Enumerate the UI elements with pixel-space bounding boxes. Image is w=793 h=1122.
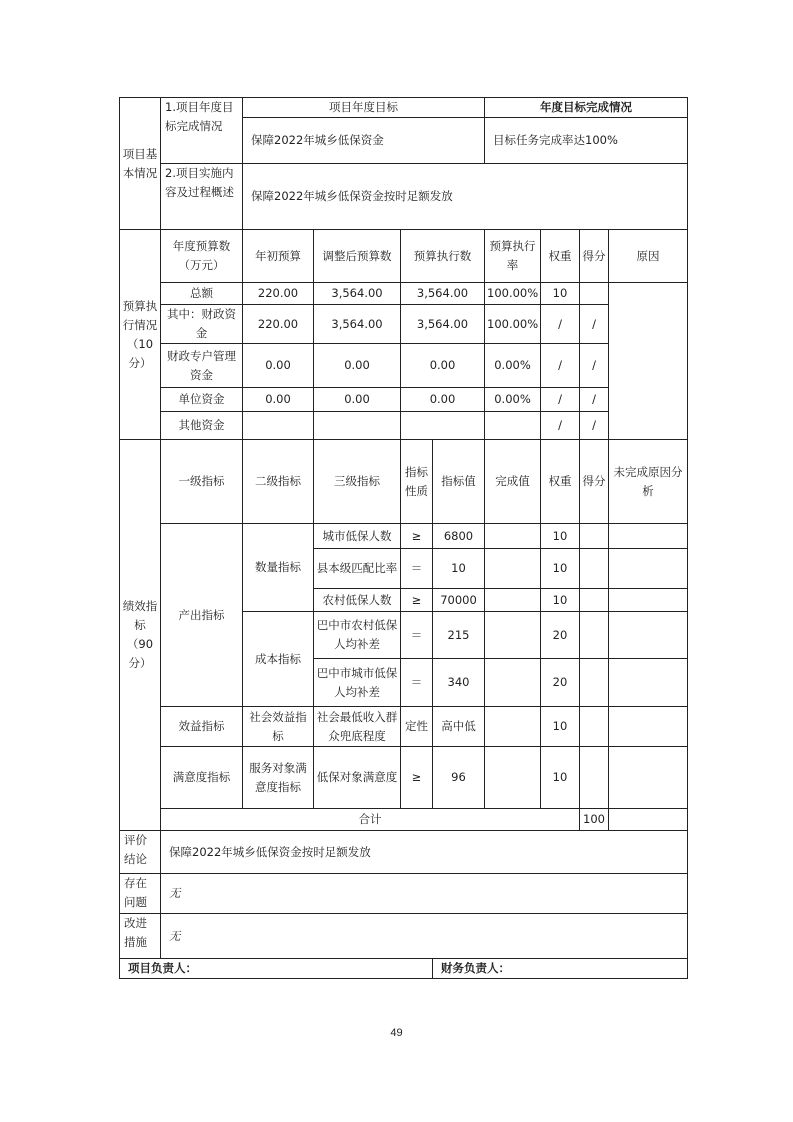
perf-row [120,524,688,549]
cell: 其中：财政资金 [161,305,243,344]
cell: 10 [541,747,580,809]
cell [485,747,541,809]
perf-header: 指标性质 [401,440,433,524]
goal-header: 项目年度目标 [243,98,485,118]
total-label: 合计 [161,809,580,831]
cell: 20 [541,612,580,659]
perf-row [120,707,688,747]
cell [609,612,688,659]
perf-header: 得分 [580,440,609,524]
budget-header: 得分 [580,230,609,283]
budget-reason-cell [609,283,688,440]
cell: 10 [541,549,580,589]
cell: 其他资金 [161,412,243,440]
cell: 10 [541,283,580,305]
impl-label: 2.项目实施内容及过程概述 [161,164,243,230]
l1-indicator: 满意度指标 [161,747,243,809]
perf-header: 指标值 [433,440,485,524]
cell: 3,564.00 [401,283,485,305]
cell [580,283,609,305]
budget-header: 年初预算 [243,230,314,283]
cell [609,549,688,589]
cell: 巴中市城市低保人均补差 [314,659,401,707]
project-lead-label: 项目负责人： [120,959,433,979]
cell [485,412,541,440]
perf-section-label: 绩效指标（90分） [120,440,161,831]
cell [580,612,609,659]
cell: 0.00 [243,344,314,388]
cell: / [580,344,609,388]
cell: 县本级匹配比率 [314,549,401,589]
cell: 3,564.00 [314,305,401,344]
total-value: 100 [580,809,609,831]
finance-lead-label: 财务负责人： [433,959,688,979]
cell: 社会最低收入群众兜底程度 [314,707,401,747]
cell [609,707,688,747]
cell [580,659,609,707]
issues-value: 无 [161,874,688,914]
cell: 总额 [161,283,243,305]
cell [314,412,401,440]
l2-indicator: 社会效益指标 [243,707,314,747]
cell: 70000 [433,589,485,612]
cell [485,589,541,612]
page-number: 49 [390,1027,403,1039]
cell [580,549,609,589]
perf-header: 三级指标 [314,440,401,524]
cell: 100.00% [485,305,541,344]
cell: 低保对象满意度 [314,747,401,809]
cell: 10 [541,707,580,747]
l2-indicator: 数量指标 [243,524,314,612]
cell: 100.00% [485,283,541,305]
total-row [120,809,688,831]
cell: ≥ [401,747,433,809]
cell: 农村低保人数 [314,589,401,612]
cell: 0.00% [485,344,541,388]
cell [609,809,688,831]
budget-header: 调整后预算数 [314,230,401,283]
cell [580,707,609,747]
cell: 10 [541,524,580,549]
perf-row [120,747,688,809]
cell [609,524,688,549]
cell [609,747,688,809]
cell: / [541,305,580,344]
cell: / [580,412,609,440]
budget-row [120,283,688,305]
cell [485,549,541,589]
cell: 单位资金 [161,388,243,412]
cell [485,707,541,747]
perf-header: 二级指标 [243,440,314,524]
cell: 215 [433,612,485,659]
improve-label: 改进措施 [120,914,161,959]
cell: 10 [433,549,485,589]
cell [580,747,609,809]
cell: 220.00 [243,305,314,344]
cell: ≥ [401,589,433,612]
budget-section-label: 预算执行情况（10分） [120,230,161,440]
cell: 高中低 [433,707,485,747]
budget-row [120,344,688,388]
basic-section-label: 项目基本情况 [120,98,161,230]
cell: 340 [433,659,485,707]
performance-table [119,97,688,979]
goal-value: 保障2022年城乡低保资金 [243,118,485,164]
cell: 3,564.00 [401,305,485,344]
budget-row [120,412,688,440]
l2-indicator: 服务对象满意度指标 [243,747,314,809]
cell: / [541,388,580,412]
cell [609,589,688,612]
cell: 0.00% [485,388,541,412]
cell [580,524,609,549]
cell: / [580,388,609,412]
perf-header: 完成值 [485,440,541,524]
cell: 巴中市农村低保人均补差 [314,612,401,659]
cell: 220.00 [243,283,314,305]
goal-label: 1.项目年度目标完成情况 [161,98,243,164]
l1-indicator: 产出指标 [161,524,243,707]
cell [485,612,541,659]
cell [580,589,609,612]
budget-header: 预算执行数 [401,230,485,283]
cell [485,524,541,549]
cell: 10 [541,589,580,612]
budget-row [120,305,688,344]
l2-indicator: 成本指标 [243,612,314,707]
conclusion-value: 保障2022年城乡低保资金按时足额发放 [161,831,688,874]
cell: ＝ [401,659,433,707]
issues-label: 存在问题 [120,874,161,914]
conclusion-label: 评价结论 [120,831,161,874]
cell [485,659,541,707]
cell [243,412,314,440]
cell: 财政专户管理资金 [161,344,243,388]
budget-header: 预算执行率 [485,230,541,283]
cell: 0.00 [401,344,485,388]
improve-value: 无 [161,914,688,959]
cell: / [541,412,580,440]
cell: 0.00 [243,388,314,412]
cell: ＝ [401,549,433,589]
done-header: 年度目标完成情况 [485,98,688,118]
cell [609,659,688,707]
perf-header: 一级指标 [161,440,243,524]
budget-header: 原因 [609,230,688,283]
done-value: 目标任务完成率达100% [485,118,688,164]
cell: 0.00 [314,344,401,388]
perf-header: 权重 [541,440,580,524]
cell: 6800 [433,524,485,549]
impl-value: 保障2022年城乡低保资金按时足额发放 [243,164,688,230]
cell: ＝ [401,612,433,659]
budget-row [120,388,688,412]
cell: 3,564.00 [314,283,401,305]
cell [401,412,485,440]
cell: 城市低保人数 [314,524,401,549]
perf-header: 未完成原因分析 [609,440,688,524]
cell: 96 [433,747,485,809]
cell: 0.00 [401,388,485,412]
cell: ≥ [401,524,433,549]
cell: 20 [541,659,580,707]
budget-header: 权重 [541,230,580,283]
cell: 定性 [401,707,433,747]
budget-header: 年度预算数（万元） [161,230,243,283]
cell: 0.00 [314,388,401,412]
cell: / [541,344,580,388]
cell: / [580,305,609,344]
l1-indicator: 效益指标 [161,707,243,747]
